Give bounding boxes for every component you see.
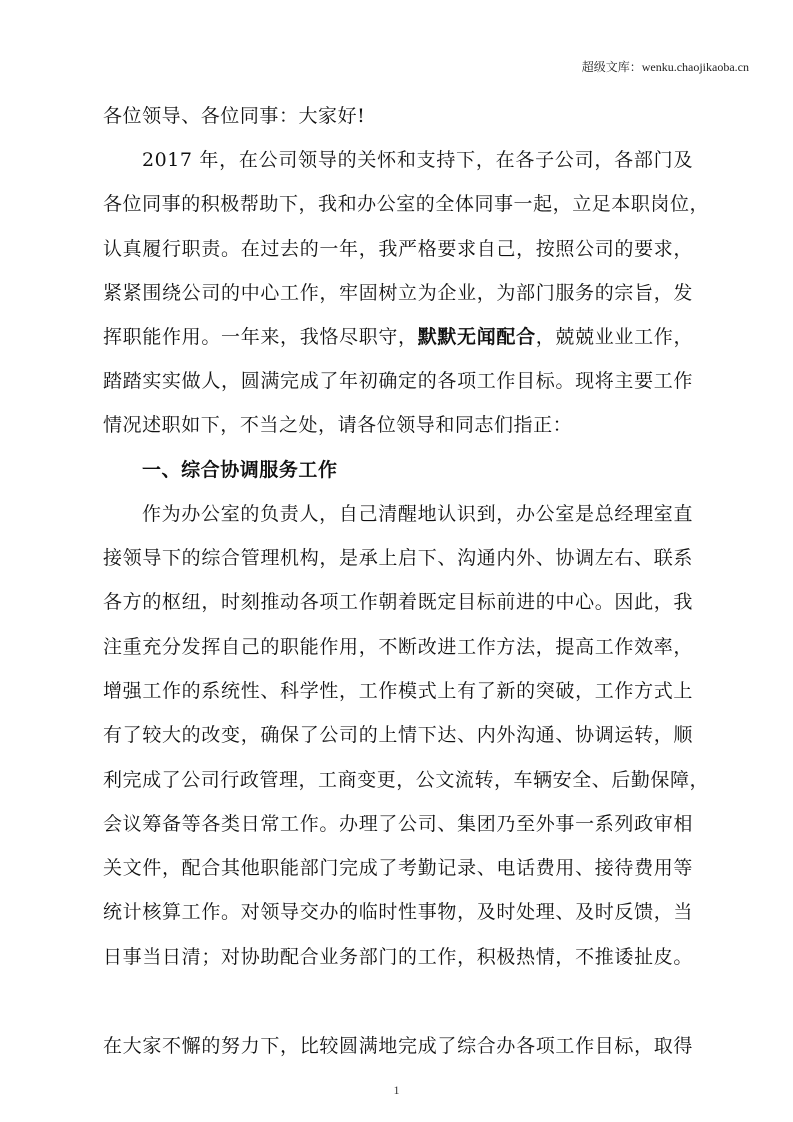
line-text: 挥职能作用。一年来，我恪尽职守， xyxy=(103,326,418,348)
paragraph-line: 情况述职如下，不当之处，请各位领导和同志们指正： xyxy=(103,414,573,436)
paragraph-line: 会议筹备等各类日常工作。办理了公司、集团乃至外事一系列政审相 xyxy=(103,813,693,835)
line-text: ，兢兢业业工作， xyxy=(535,326,693,348)
salutation: 各位领导、各位同事：大家好! xyxy=(103,105,366,127)
paragraph-line: 2017 年，在公司领导的关怀和支持下，在各子公司，各部门及 xyxy=(142,149,693,171)
paragraph-line: 日事当日清；对协助配合业务部门的工作，积极热情，不推诿扯皮。 xyxy=(103,946,693,968)
paragraph-line: 各位同事的积极帮助下，我和办公室的全体同事一起，立足本职岗位， xyxy=(103,193,710,215)
paragraph-line: 作为办公室的负责人，自己清醒地认识到，办公室是总经理室直 xyxy=(142,503,693,525)
paragraph-line: 注重充分发挥自己的职能作用，不断改进工作方法，提高工作效率， xyxy=(103,636,693,658)
paragraph-line: 关文件，配合其他职能部门完成了考勤记录、电话费用、接待费用等 xyxy=(103,857,693,879)
paragraph-line: 各方的枢纽，时刻推动各项工作朝着既定目标前进的中心。因此，我 xyxy=(103,591,693,613)
paragraph-line: 认真履行职责。在过去的一年，我严格要求自己，按照公司的要求， xyxy=(103,238,693,260)
paragraph-line: 增强工作的系统性、科学性，工作模式上有了新的突破，工作方式上 xyxy=(103,680,693,702)
paragraph-line: 有了较大的改变，确保了公司的上情下达、内外沟通、协调运转，顺 xyxy=(103,724,693,746)
site-watermark-header: 超级文库：wenku.chaojikaoba.cn xyxy=(581,60,749,74)
bold-emphasis: 默默无闻配合 xyxy=(417,326,536,348)
paragraph-line: 统计核算工作。对领导交办的临时性事物，及时处理、及时反馈，当 xyxy=(103,901,693,923)
page-number: 1 xyxy=(393,1083,400,1097)
paragraph-line: 利完成了公司行政管理，工商变更，公文流转，车辆安全、后勤保障， xyxy=(103,769,710,791)
paragraph-line: 在大家不懈的努力下，比较圆满地完成了综合办各项工作目标，取得 xyxy=(103,1035,693,1057)
section-heading: 一、综合协调服务工作 xyxy=(142,459,338,481)
paragraph-line: 踏踏实实做人，圆满完成了年初确定的各项工作目标。现将主要工作 xyxy=(103,370,693,392)
paragraph-line: 紧紧围绕公司的中心工作，牢固树立为企业，为部门服务的宗旨，发 xyxy=(103,282,693,304)
paragraph-line: 接领导下的综合管理机构，是承上启下、沟通内外、协调左右、联系 xyxy=(103,547,693,569)
paragraph-line xyxy=(103,322,693,352)
